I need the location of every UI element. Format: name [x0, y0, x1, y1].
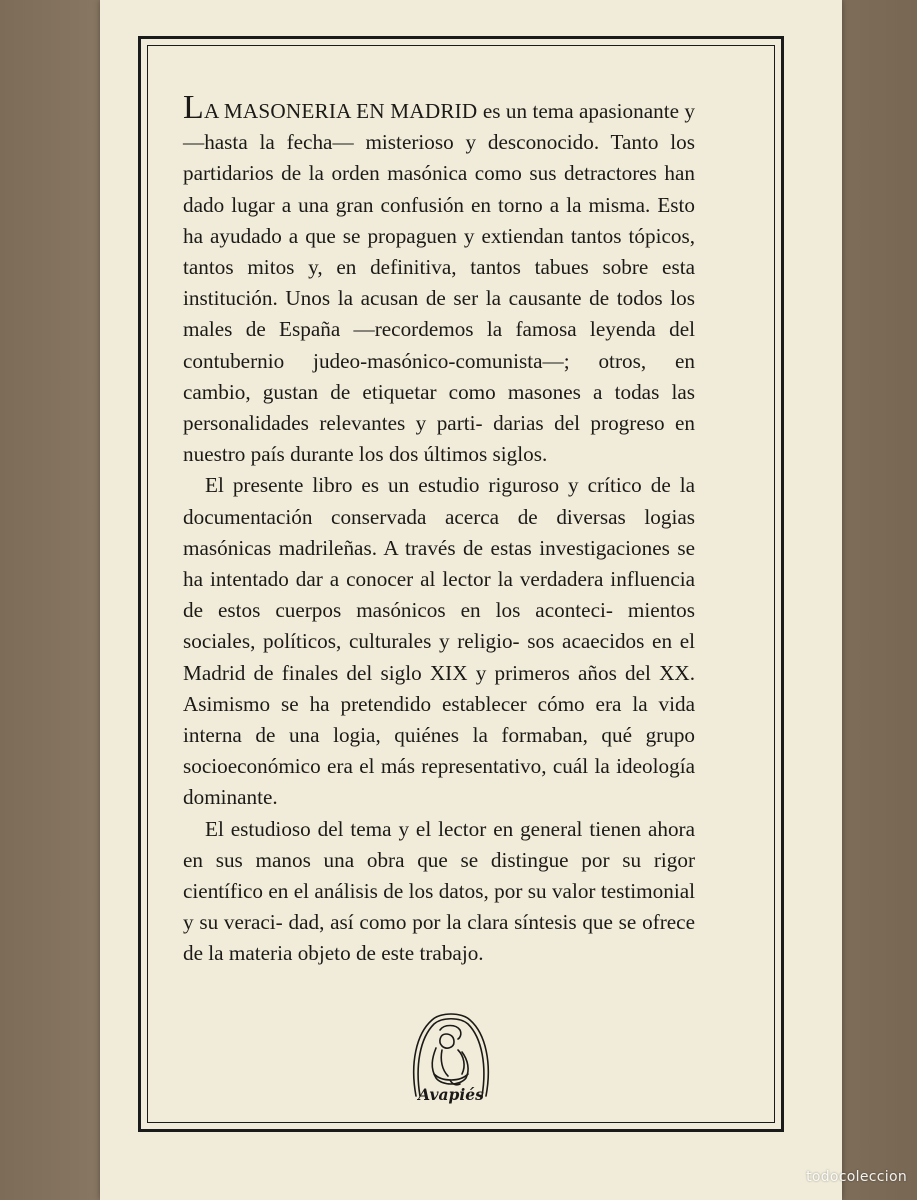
- para3-line: distingue por su rigor científico en el análisis de: [183, 847, 696, 904]
- para2-line: dar a conocer al lector la verdadera influencia: [295, 567, 696, 592]
- para3-line: El estudioso del tema y el lector en general: [205, 816, 583, 841]
- para1-line: tantos tópicos, tantos mitos y, en definitiva,: [183, 223, 695, 280]
- para1-line: en cambio, gustan de etiquetar como masones a: [183, 348, 695, 404]
- para1-line: masónica como sus detractores han dado lugar: [183, 161, 696, 217]
- title-in-text: [183, 89, 478, 126]
- publisher-name: Avapiés: [418, 1085, 484, 1104]
- paragraph-3: [183, 814, 695, 970]
- para2-line: través de estas investigaciones se ha intentado: [183, 535, 695, 592]
- blurb-text-block: [183, 89, 696, 970]
- para1-line: España —recordemos la famosa leyenda del: [279, 317, 696, 342]
- para2-line: pretendido establecer cómo era la vida interna: [183, 691, 695, 748]
- para3-line: los datos, por su valor testimonial y su veraci-: [183, 879, 696, 935]
- para1-line: apasionante y —hasta la fecha— misterioso y: [183, 99, 696, 155]
- para3-line: tienen ahora en sus manos una obra que se: [183, 816, 696, 872]
- paragraph-1: [183, 89, 696, 470]
- watermark-text: todocoleccion: [806, 1169, 907, 1185]
- para1-line: darias del progreso en nuestro país durante los: [183, 411, 696, 467]
- para2-line: de estos cuerpos masónicos en los aconteci-: [183, 598, 613, 623]
- para1-line: contubernio judeo-masónico-comunista—; otros,: [183, 348, 647, 373]
- para2-line: de una logia, quiénes la formaban, qué grupo: [255, 723, 696, 748]
- para1-line: todas las personalidades relevantes y parti-: [183, 379, 696, 436]
- title-rest: A MASONERIA EN MADRID: [203, 99, 478, 123]
- para1-line: es un tema: [477, 99, 574, 123]
- para1-line: dos últimos siglos.: [388, 442, 548, 467]
- para1-line: tantos tabues sobre esta institución. Unos la: [183, 255, 695, 311]
- para2-line: El presente libro es un estudio riguroso y: [205, 473, 579, 498]
- para2-line: la ideología dominante.: [183, 754, 695, 810]
- para2-line: XIX y primeros años del XX. Asimismo se ha: [183, 660, 695, 716]
- para1-line: a una gran confusión en torno a la misma. Esto: [281, 192, 695, 217]
- para1-line: ha ayudado a que se propaguen y extiendan: [183, 223, 564, 248]
- para3-line: dad, así como por la clara síntesis que se ofrece: [288, 910, 695, 935]
- para2-line: crítico de la documentación conservada acerca: [183, 473, 696, 529]
- book-back-cover: [100, 0, 842, 1200]
- title-first-letter: L: [183, 89, 204, 126]
- paragraph-2: [183, 470, 695, 813]
- para2-line: socioeconómico era el más representativo, cuál: [183, 754, 589, 779]
- para2-line: sos acaecidos en el Madrid de finales del siglo: [183, 629, 696, 685]
- para2-line: de diversas logias masónicas madrileñas. A: [183, 504, 695, 560]
- para3-line: de la materia objeto de este trabajo.: [183, 941, 484, 966]
- para1-line: desconocido. Tanto los partidarios de la orden: [183, 130, 695, 186]
- para1-line: acusan de ser la causante de todos los males de: [183, 286, 696, 342]
- para2-line: mientos sociales, políticos, culturales y religio-: [183, 598, 695, 654]
